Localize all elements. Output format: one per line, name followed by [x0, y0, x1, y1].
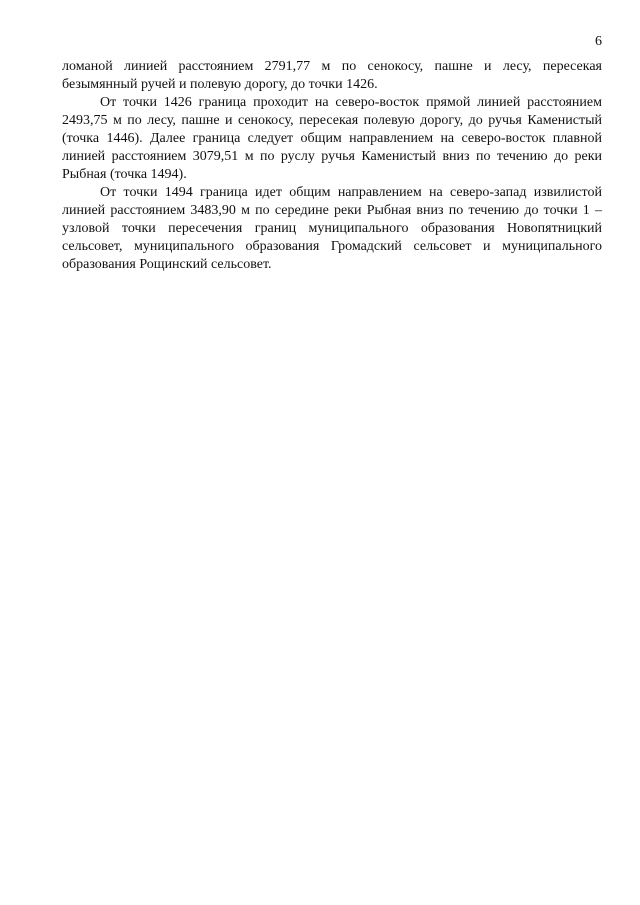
paragraph-point-1426: От точки 1426 граница проходит на северо-восток прямой линией расстоянием 2493,75 м по лесу, пашне и сенокосу, пересекая полевую дорогу, до ручья Каменистый (точка 1446). Далее граница следует общим направлением на северо-восток плавной линией расстоянием 3079,51 м по руслу ручья Каменистый вниз по течению до реки Рыбная (точка 1494).	[62, 95, 602, 182]
paragraph-continuation: ломаной линией расстоянием 2791,77 м по сенокосу, пашне и лесу, пересекая безымянный ручей и полевую дорогу, до точки 1426.	[62, 59, 602, 92]
page-number: 6	[595, 34, 602, 49]
paragraph-point-1494: От точки 1494 граница идет общим направлением на северо-запад извилистой линией расстоянием 3483,90 м по середине реки Рыбная вниз по течению до точки 1 – узловой точки пересечения границ муниципального образования Новопятницкий сельсовет, муниципального образования Громадский сельсовет и муниципального образования Рощинский сельсовет.	[62, 185, 602, 272]
document-body	[62, 58, 602, 274]
